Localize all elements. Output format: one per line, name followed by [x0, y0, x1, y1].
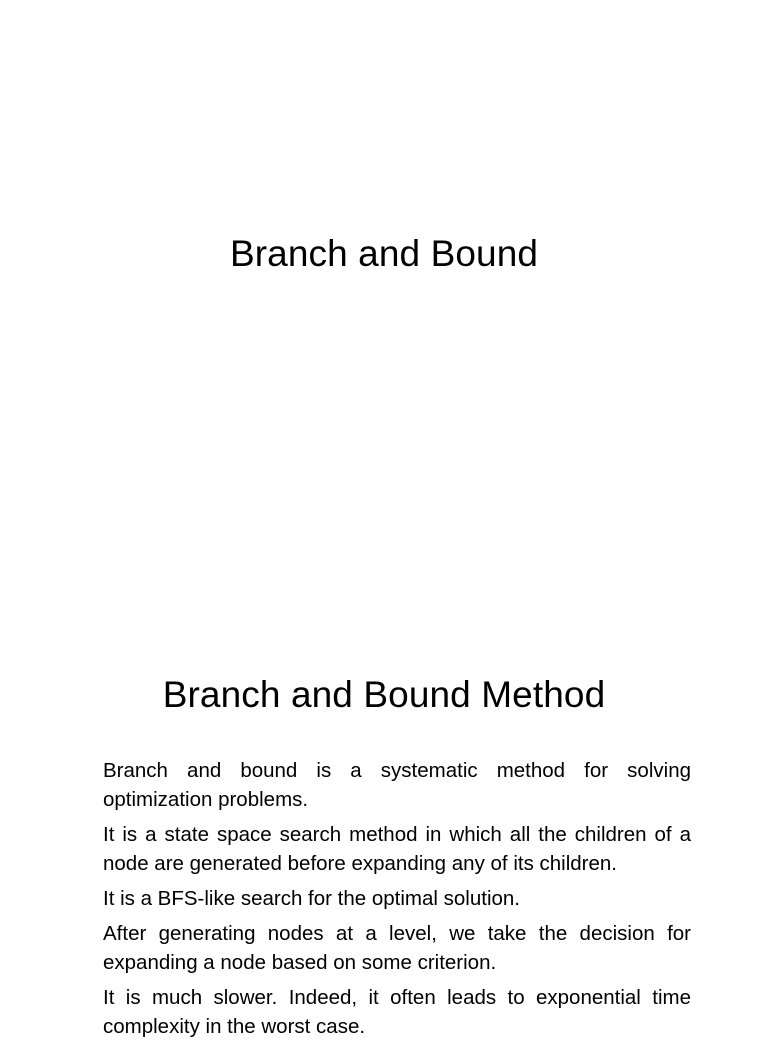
slide-2	[0, 510, 768, 1038]
slide-1	[0, 0, 768, 510]
bullet-item: It is a BFS-like search for the optimal solution.	[103, 887, 521, 910]
bullet-item: It is much slower. Indeed, it often leads to exponential time complexity in the worst case.	[103, 986, 691, 1038]
slide-2-title: Branch and Bound Method	[162, 674, 606, 715]
bullet-item: Branch and bound is a systematic method for solving optimization problems.	[103, 759, 691, 811]
bullet-item: After generating nodes at a level, we take the decision for expanding a node based on some criterion.	[103, 922, 691, 974]
slide-1-title: Branch and Bound	[229, 233, 539, 274]
bullet-list	[103, 756, 691, 1047]
bullet-item: It is a state space search method in which all the children of a node are generated before expanding any of its children.	[103, 823, 691, 875]
